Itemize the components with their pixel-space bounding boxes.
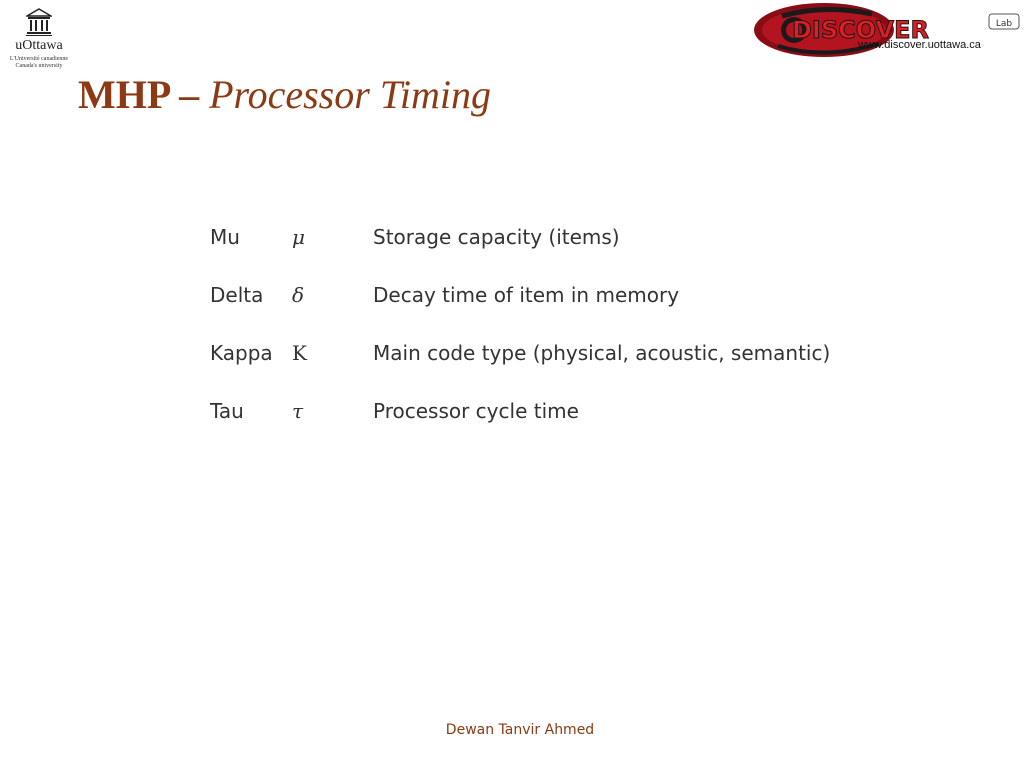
parameter-name: Tau — [210, 399, 244, 423]
parameter-description: Storage capacity (items) — [373, 225, 620, 249]
parameter-symbol: τ — [292, 399, 304, 423]
university-building-icon — [26, 8, 52, 36]
parameter-description: Processor cycle time — [373, 399, 579, 423]
slide-title-bold: MHP – — [78, 72, 200, 117]
discover-wordmark: DISCOVER — [792, 16, 929, 44]
uottawa-logo — [8, 8, 70, 70]
parameter-description: Main code type (physical, acoustic, semantic) — [373, 341, 831, 365]
discover-url: www.discover.uottawa.ca — [858, 39, 981, 51]
discover-lab-logo — [752, 2, 1022, 58]
slide-title — [78, 70, 491, 120]
discover-lab-badge: Lab — [995, 19, 1013, 29]
uottawa-name: uOttawa — [15, 38, 63, 53]
parameter-symbol: δ — [292, 283, 305, 307]
parameter-name: Kappa — [210, 341, 273, 365]
parameter-symbol: Κ — [292, 341, 307, 365]
parameter-name: Delta — [210, 283, 264, 307]
parameter-description: Decay time of item in memory — [373, 283, 680, 307]
footer-author: Dewan Tanvir Ahmed — [445, 722, 595, 738]
parameter-name: Mu — [210, 225, 240, 249]
parameter-symbol: μ — [292, 225, 305, 249]
slide-title-italic: Processor Timing — [209, 72, 491, 117]
uottawa-subtitle-fr: L'Université canadienne — [9, 56, 69, 62]
uottawa-subtitle-en: Canada's university — [15, 63, 63, 69]
